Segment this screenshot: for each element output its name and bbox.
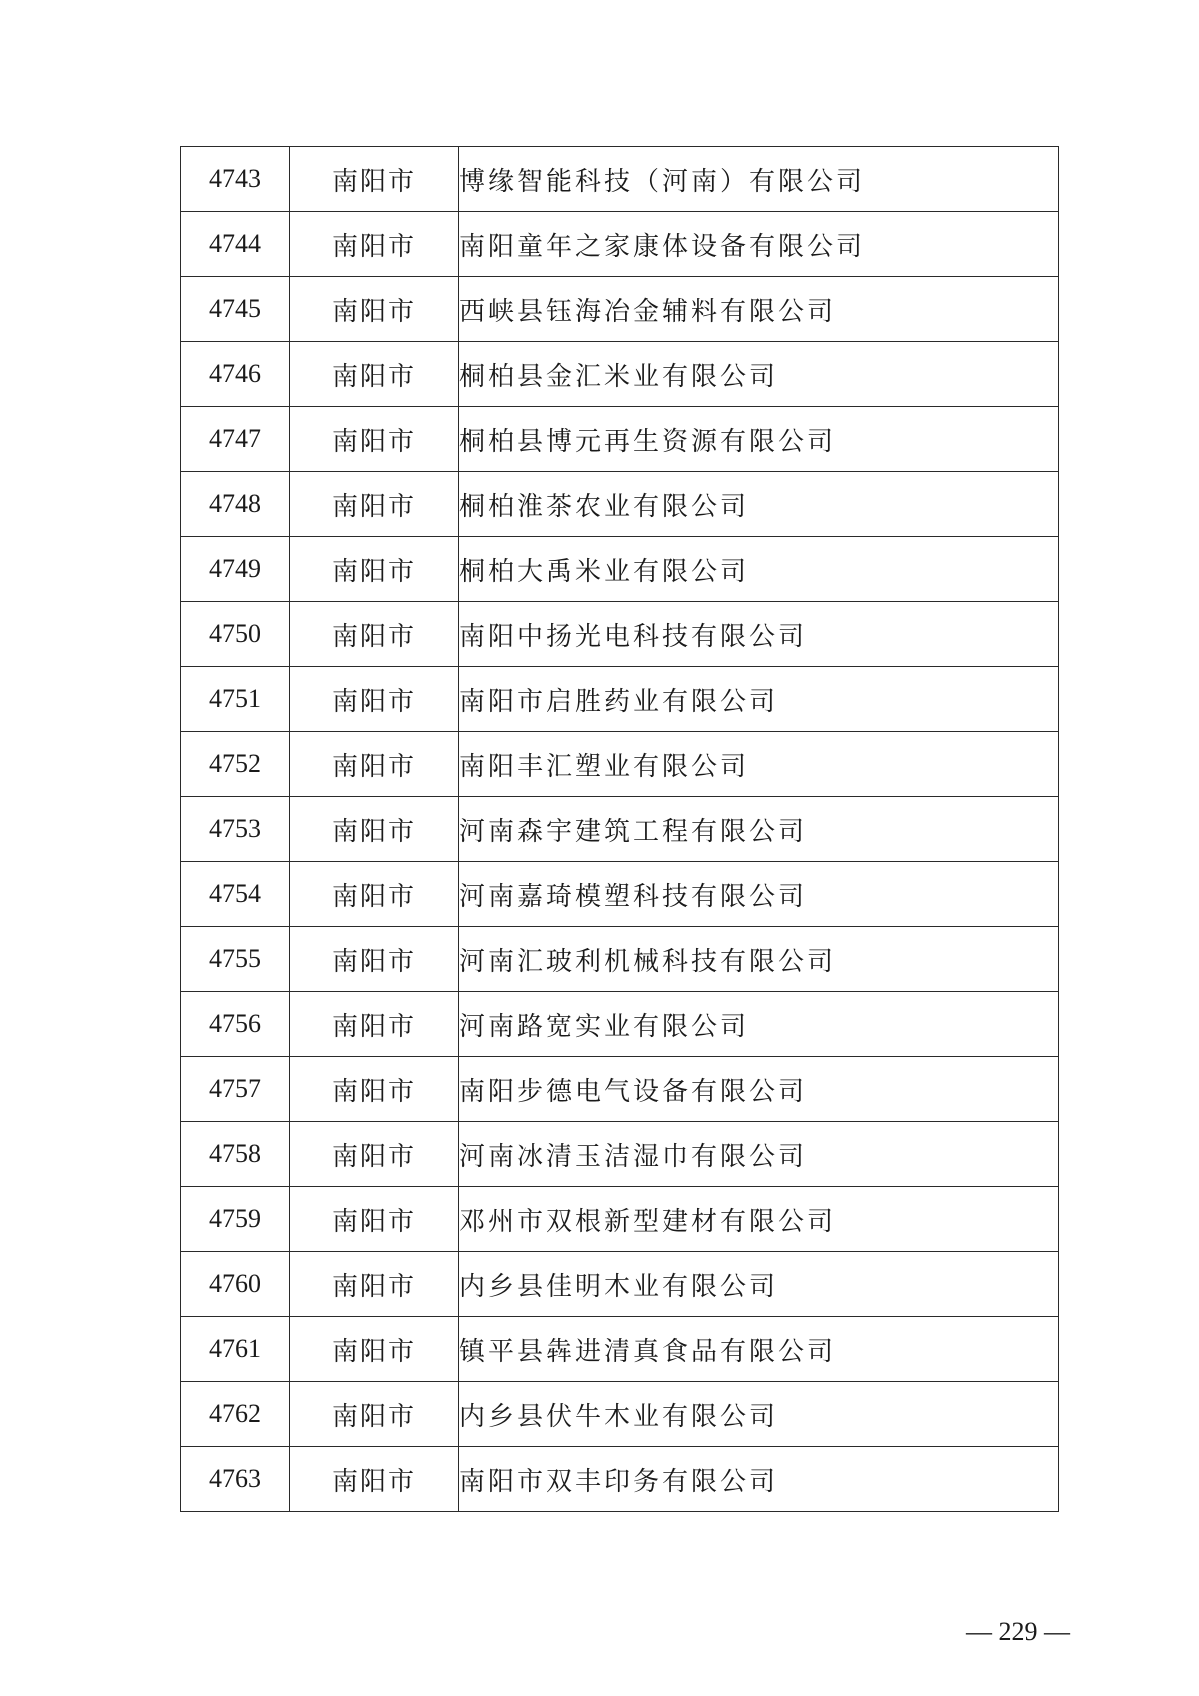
- row-company: 河南冰清玉洁湿巾有限公司: [459, 1122, 1059, 1187]
- row-city: 南阳市: [290, 862, 459, 927]
- row-number: 4747: [181, 407, 290, 472]
- row-company: 南阳童年之家康体设备有限公司: [459, 212, 1059, 277]
- row-city: 南阳市: [290, 797, 459, 862]
- row-company: 南阳步德电气设备有限公司: [459, 1057, 1059, 1122]
- table-row: [181, 1317, 1059, 1382]
- row-number: 4763: [181, 1447, 290, 1512]
- row-company: 河南汇玻利机械科技有限公司: [459, 927, 1059, 992]
- row-number: 4755: [181, 927, 290, 992]
- table-row: [181, 1187, 1059, 1252]
- row-city: 南阳市: [290, 147, 459, 212]
- row-company: 桐柏县金汇米业有限公司: [459, 342, 1059, 407]
- row-company: 南阳丰汇塑业有限公司: [459, 732, 1059, 797]
- row-company: 南阳中扬光电科技有限公司: [459, 602, 1059, 667]
- row-city: 南阳市: [290, 1122, 459, 1187]
- table-row: [181, 277, 1059, 342]
- company-list-table: [180, 146, 1059, 1512]
- table-row: [181, 732, 1059, 797]
- row-city: 南阳市: [290, 667, 459, 732]
- row-number: 4744: [181, 212, 290, 277]
- row-number: 4754: [181, 862, 290, 927]
- row-company: 南阳市启胜药业有限公司: [459, 667, 1059, 732]
- row-number: 4753: [181, 797, 290, 862]
- row-company: 河南嘉琦模塑科技有限公司: [459, 862, 1059, 927]
- table-row: [181, 992, 1059, 1057]
- row-city: 南阳市: [290, 992, 459, 1057]
- row-number: 4761: [181, 1317, 290, 1382]
- row-company: 西峡县钰海冶金辅料有限公司: [459, 277, 1059, 342]
- row-number: 4749: [181, 537, 290, 602]
- table-row: [181, 212, 1059, 277]
- row-city: 南阳市: [290, 1382, 459, 1447]
- row-number: 4751: [181, 667, 290, 732]
- table-row: [181, 927, 1059, 992]
- row-number: 4748: [181, 472, 290, 537]
- row-city: 南阳市: [290, 342, 459, 407]
- row-city: 南阳市: [290, 1252, 459, 1317]
- row-city: 南阳市: [290, 407, 459, 472]
- table-row: [181, 1122, 1059, 1187]
- row-number: 4752: [181, 732, 290, 797]
- row-city: 南阳市: [290, 537, 459, 602]
- row-company: 桐柏淮茶农业有限公司: [459, 472, 1059, 537]
- row-company: 内乡县佳明木业有限公司: [459, 1252, 1059, 1317]
- table-row: [181, 667, 1059, 732]
- row-city: 南阳市: [290, 927, 459, 992]
- row-city: 南阳市: [290, 1057, 459, 1122]
- row-city: 南阳市: [290, 472, 459, 537]
- row-number: 4762: [181, 1382, 290, 1447]
- row-number: 4743: [181, 147, 290, 212]
- row-company: 邓州市双根新型建材有限公司: [459, 1187, 1059, 1252]
- row-number: 4750: [181, 602, 290, 667]
- row-number: 4746: [181, 342, 290, 407]
- table-row: [181, 1252, 1059, 1317]
- table-row: [181, 407, 1059, 472]
- table-row: [181, 1382, 1059, 1447]
- row-city: 南阳市: [290, 1187, 459, 1252]
- row-number: 4757: [181, 1057, 290, 1122]
- table-row: [181, 472, 1059, 537]
- table-row: [181, 862, 1059, 927]
- row-number: 4759: [181, 1187, 290, 1252]
- table-row: [181, 342, 1059, 407]
- row-company: 内乡县伏牛木业有限公司: [459, 1382, 1059, 1447]
- row-city: 南阳市: [290, 277, 459, 342]
- row-city: 南阳市: [290, 1447, 459, 1512]
- row-company: 桐柏县博元再生资源有限公司: [459, 407, 1059, 472]
- table-row: [181, 602, 1059, 667]
- row-company: 镇平县犇进清真食品有限公司: [459, 1317, 1059, 1382]
- table-row: [181, 147, 1059, 212]
- row-city: 南阳市: [290, 212, 459, 277]
- row-number: 4745: [181, 277, 290, 342]
- row-company: 河南路宽实业有限公司: [459, 992, 1059, 1057]
- row-number: 4758: [181, 1122, 290, 1187]
- table-row: [181, 797, 1059, 862]
- table-row: [181, 1057, 1059, 1122]
- row-company: 桐柏大禹米业有限公司: [459, 537, 1059, 602]
- page-number: — 229 —: [966, 1617, 1070, 1646]
- row-company: 南阳市双丰印务有限公司: [459, 1447, 1059, 1512]
- row-city: 南阳市: [290, 732, 459, 797]
- table-row: [181, 1447, 1059, 1512]
- table-row: [181, 537, 1059, 602]
- row-company: 博缘智能科技（河南）有限公司: [459, 147, 1059, 212]
- row-company: 河南森宇建筑工程有限公司: [459, 797, 1059, 862]
- row-city: 南阳市: [290, 602, 459, 667]
- row-number: 4760: [181, 1252, 290, 1317]
- row-number: 4756: [181, 992, 290, 1057]
- row-city: 南阳市: [290, 1317, 459, 1382]
